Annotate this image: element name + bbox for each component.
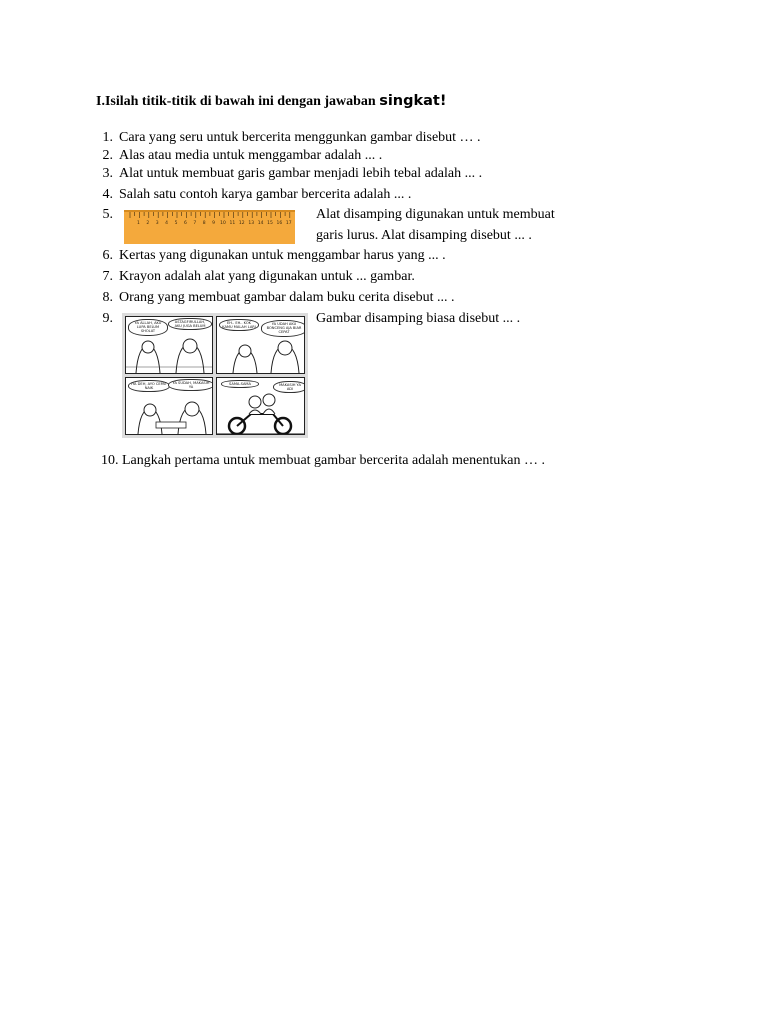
- comic-panel: [125, 377, 213, 435]
- section-number: I.: [96, 94, 105, 109]
- ruler-image: [124, 210, 295, 244]
- speech-bubble: YA UDAH AKU BONCENG AJA BIAR CEPAT: [261, 320, 305, 337]
- comic-figures: [217, 317, 305, 374]
- ruler-number: 15: [267, 221, 273, 226]
- ruler-number: 2: [146, 221, 150, 226]
- question-text: Alas atau media untuk menggambar adalah ... .: [119, 148, 383, 163]
- question-number: 2.: [102, 148, 113, 163]
- question-text-line: Alat disamping digunakan untuk membuat: [316, 207, 555, 222]
- ruler-number: 12: [238, 221, 245, 226]
- question-number: 9.: [102, 311, 113, 326]
- question-number: 10.: [101, 453, 119, 468]
- question-number: 4.: [102, 187, 113, 202]
- speech-bubble: YA SUDAH, MAKASIH YA: [168, 379, 213, 391]
- speech-bubble: EH.. EH.. KOK KAMU MALAH LARI: [219, 319, 259, 331]
- ruler-number: 14: [257, 221, 264, 226]
- question-text: Salah satu contoh karya gambar bercerita adalah ... .: [119, 187, 412, 202]
- ruler-number: 1: [136, 221, 140, 226]
- section-heading: [96, 93, 446, 110]
- ruler-number: 10: [220, 221, 226, 226]
- question-number: 3.: [102, 166, 113, 181]
- ruler-number: 3: [155, 221, 159, 226]
- comic-figures: [126, 378, 213, 435]
- question-text: Langkah pertama untuk membuat gambar bercerita adalah menentukan … .: [122, 453, 545, 468]
- comic-figures: [126, 317, 213, 374]
- ruler-number: 16: [276, 221, 283, 226]
- speech-bubble: ASTAGFIRULLAH, AKU JUGA BELUM: [168, 318, 212, 330]
- question-item: [101, 452, 545, 470]
- question-number: 1.: [102, 130, 113, 145]
- speech-bubble: SAMA-SAMA: [221, 380, 259, 388]
- speech-bubble: MAKASIH YA ADI: [273, 381, 305, 393]
- question-text: Alat untuk membuat garis gambar menjadi lebih tebal adalah ... .: [119, 166, 483, 181]
- question-text: Orang yang membuat gambar dalam buku cerita disebut ... .: [119, 290, 455, 305]
- comic-panel: [216, 316, 305, 374]
- ruler-number: 9: [212, 221, 216, 226]
- comic-panel: [216, 377, 305, 435]
- comic-strip-image: [122, 313, 308, 438]
- comic-panel: [125, 316, 213, 374]
- question-number: 8.: [102, 290, 113, 305]
- section-instruction: Isilah titik-titik di bawah ini dengan jawaban: [104, 94, 380, 109]
- question-number: 7.: [102, 269, 113, 284]
- ruler-number: 7: [193, 221, 197, 226]
- ruler-number: 17: [285, 221, 292, 226]
- section-instruction-emphasis: singkat!: [379, 93, 447, 109]
- ruler-number: 4: [165, 221, 169, 226]
- question-number: 5.: [102, 207, 113, 222]
- ruler-drawing: [124, 212, 295, 244]
- ruler-number: 13: [248, 221, 255, 226]
- speech-bubble: YA ALLAH, AKU LUPA BELUM SHOLAT: [128, 319, 168, 336]
- question-text: Gambar disamping biasa disebut ... .: [316, 311, 521, 326]
- question-text-line: garis lurus. Alat disamping disebut ... .: [316, 228, 532, 243]
- speech-bubble: IYA DEH, AYO CEPAT NAIK: [128, 380, 170, 392]
- question-text: Krayon adalah alat yang digunakan untuk ... gambar.: [119, 269, 415, 284]
- ruler-number: 6: [183, 221, 187, 226]
- question-text: Cara yang seru untuk bercerita menggunkan gambar disebut … .: [119, 130, 481, 145]
- question-text: Kertas yang digunakan untuk menggambar harus yang ... .: [119, 248, 446, 263]
- ruler-number: 11: [229, 221, 236, 226]
- ruler-number: 8: [202, 221, 206, 226]
- question-number: 6.: [102, 248, 113, 263]
- comic-motorbike-scene: [217, 378, 305, 435]
- ruler-number: 5: [174, 221, 178, 226]
